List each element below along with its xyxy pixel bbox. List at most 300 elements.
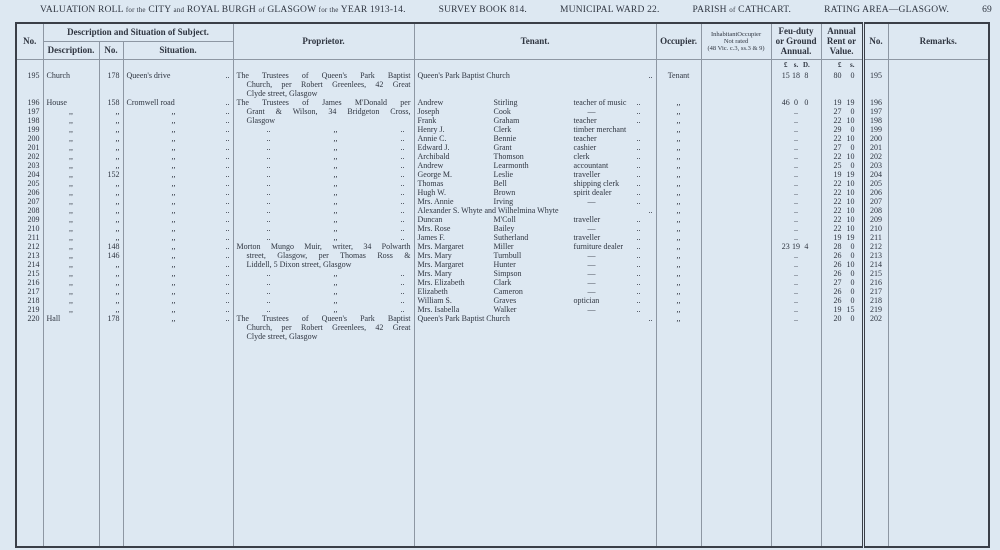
remarks [888,125,989,134]
table-row [16,134,989,143]
description: Hall [43,314,99,323]
leader-dots: .. [636,232,641,242]
tenant [414,134,656,143]
occupier [656,89,701,98]
entry-number: 219 [16,305,43,314]
proprietor [233,98,414,107]
entry-number-right [863,80,888,89]
occupier: ,, [656,143,701,152]
leader-dots: .. [225,178,230,188]
tenant-first-name: Elizabeth [417,286,448,296]
tenant [414,215,656,224]
inhabitant-occupier [701,287,771,296]
proprietor-text: .. ,, .. [266,187,405,197]
proprietor-text: .. ,, .. [266,196,405,206]
remarks [888,233,989,242]
proprietor [233,161,414,170]
proprietor [233,89,414,98]
rent-pounds: 25 [833,160,842,170]
description: ,, [43,170,99,179]
rent-values [825,71,859,80]
continuation-row [16,80,989,89]
col-feu-line: Annual. [780,46,812,57]
rent-values [825,305,859,314]
situation [123,80,233,89]
occupier: ,, [656,107,701,116]
situation-text: ,, [171,277,176,287]
street-number: ,, [99,116,123,125]
leader-dots: .. [636,268,641,278]
feu-pounds: 23 [781,241,790,251]
annual-rent [821,215,863,224]
situation-wrap [127,233,230,242]
tenant [414,98,656,107]
feu-duty [771,215,821,224]
rent-shillings: 15 [846,304,855,314]
entry-number-right: 197 [863,107,888,116]
feu-ditto: .. [794,178,799,188]
situation-wrap [127,296,230,305]
entry-number-right: 207 [863,197,888,206]
remarks [888,152,989,161]
rent-pounds: 22 [833,178,842,188]
col-feu-line: Feu-duty [778,26,814,37]
tenant-occupation: — [587,277,596,287]
street-number: ,, [99,269,123,278]
tenant-first-name: Thomas [417,178,444,188]
remarks [888,116,989,125]
street-number: ,, [99,206,123,215]
feu-duty [771,80,821,89]
leader-dots: .. [225,286,230,296]
tenant-occupation: furniture dealer [573,241,624,251]
tenant-wrap [418,296,653,305]
continuation-row [16,323,989,332]
proprietor-text: .. ,, .. [266,205,405,215]
entry-number: 208 [16,206,43,215]
col-inhabitant-line: InhabitantOccupier [710,30,762,38]
blank-cell [99,341,123,548]
street-number: ,, [99,278,123,287]
rent-pounds: 26 [833,286,842,296]
entry-number [16,323,43,332]
proprietor-text: .. ,, .. [266,232,405,242]
rent-values [825,161,859,170]
rent-values [825,134,859,143]
tenant-occupation: spirit dealer [573,187,612,197]
tenant-surname: Brown [493,187,516,197]
leader-dots: .. [225,187,230,197]
tenant-first-name: Mrs. Mary [417,250,452,260]
entry-number-right: 204 [863,170,888,179]
proprietor-text: .. ,, .. [266,214,405,224]
tenant-first-name: William S. [417,295,452,305]
situation-text: ,, [171,178,176,188]
leader-dots: .. [225,160,230,170]
table-row [16,125,989,134]
situation [123,287,233,296]
rent-values [825,296,859,305]
leader-dots: .. [636,97,641,107]
entry-number: 203 [16,161,43,170]
entry-number-right: 198 [863,116,888,125]
occupier: ,, [656,314,701,323]
title-part: GLASGOW [267,5,317,15]
leader-dots: .. [636,142,641,152]
leader-dots: .. [225,313,230,323]
situation-text: ,, [171,232,176,242]
col-tenant: Tenant. [414,23,656,59]
feu-duty [771,107,821,116]
leader-dots: .. [225,304,230,314]
leader-dots: .. [225,259,230,269]
col-no: No. [16,23,43,59]
occupier [656,323,701,332]
situation [123,206,233,215]
tenant [414,323,656,332]
feu-ditto: .. [794,187,799,197]
inhabitant-occupier [701,107,771,116]
situation-text: ,, [171,169,176,179]
situation-wrap [127,71,230,80]
remarks [888,278,989,287]
tenant [414,251,656,260]
leader-dots: .. [636,295,641,305]
remarks [888,332,989,341]
proprietor-text: Clyde street, Glasgow [246,88,318,98]
situation [123,269,233,278]
description: ,, [43,143,99,152]
inhabitant-occupier [701,332,771,341]
tenant [414,80,656,89]
proprietor [233,170,414,179]
inhabitant-occupier [701,125,771,134]
proprietor-text: The Trustees of Queen's Park Baptist [236,313,411,323]
proprietor [233,305,414,314]
rent-pounds: 22 [833,223,842,233]
situation-wrap [127,143,230,152]
feu-duty [771,296,821,305]
rent-pounds: 22 [833,187,842,197]
blank-cell [233,341,414,548]
proprietor-text: .. ,, .. [266,169,405,179]
situation-wrap [127,188,230,197]
leader-dots: .. [636,169,641,179]
rent-pounds: 27 [833,277,842,287]
tenant-occupation: shipping clerk [573,178,620,188]
entry-number: 214 [16,260,43,269]
situation-wrap [127,314,230,323]
feu-duty [771,305,821,314]
entry-number-right: 196 [863,98,888,107]
description: ,, [43,116,99,125]
tenant-surname: Bennie [493,133,517,143]
annual-rent [821,143,863,152]
tenant [414,224,656,233]
street-number: ,, [99,296,123,305]
table-body [16,59,989,547]
rent-shillings: 0 [850,295,855,305]
tenant [414,269,656,278]
entry-number-right: 202 [863,314,888,323]
feu-duty [771,323,821,332]
blank-cell [123,341,233,548]
proprietor [233,152,414,161]
situation-wrap [127,98,230,107]
roll-title [40,5,406,17]
annual-rent [821,107,863,116]
proprietor-text: .. ,, .. [266,133,405,143]
leader-dots: .. [636,196,641,206]
col-inhabitant [701,23,771,59]
situation-text: ,, [171,286,176,296]
situation-wrap [127,170,230,179]
entry-number: 197 [16,107,43,116]
feu-ditto: .. [794,250,799,260]
tenant-occupation: teacher of music [573,97,627,107]
tenant-wrap [418,197,653,206]
units-row [16,59,989,71]
leader-dots: .. [636,160,641,170]
tenant-surname: Clerk [493,124,512,134]
occupier: ,, [656,188,701,197]
rent-values [825,206,859,215]
feu-ditto: .. [794,268,799,278]
feu-ditto: .. [794,124,799,134]
feu-shillings: 0 [794,97,799,107]
tenant-surname: Walker [493,304,517,314]
street-number: 146 [99,251,123,260]
table-row [16,170,989,179]
blank-cell [43,341,99,548]
feu-duty [771,161,821,170]
annual-rent [821,98,863,107]
tenant-occupation: — [587,106,596,116]
tenant-wrap [418,215,653,224]
entry-number: 210 [16,224,43,233]
situation-wrap [127,116,230,125]
tenant-surname: Grant [493,142,512,152]
annual-rent [821,161,863,170]
feu-ditto: .. [794,313,799,323]
street-number: 178 [99,71,123,80]
entry-number-right: 206 [863,188,888,197]
situation-wrap [127,179,230,188]
description: Church [43,71,99,80]
street-number: ,, [99,260,123,269]
proprietor [233,269,414,278]
tenant [414,71,656,80]
entry-number: 201 [16,143,43,152]
situation [123,161,233,170]
tenant-first-name: Mrs. Rose [417,223,451,233]
rent-pounds: 22 [833,205,842,215]
tenant-wrap [418,314,653,323]
blank-cell [771,341,821,548]
rent-values [825,152,859,161]
proprietor-text: Church, per Robert Greenlees, 42 Great [246,79,411,89]
proprietor [233,80,414,89]
feu-duty [771,71,821,80]
entry-number: 215 [16,269,43,278]
rent-shillings: 10 [846,133,855,143]
occupier: Tenant [656,71,701,80]
proprietor-text: Morton Mungo Muir, writer, 34 Polwarth [236,241,411,251]
remarks [888,143,989,152]
inhabitant-occupier [701,89,771,98]
inhabitant-occupier [701,278,771,287]
tenant-first-name: Frank [417,115,437,125]
situation-wrap [127,206,230,215]
tenant [414,125,656,134]
entry-number-right: 214 [863,260,888,269]
tenant [414,179,656,188]
survey-book: SURVEY BOOK 814. [438,5,528,15]
rent-pounds: 29 [833,124,842,134]
rent-shillings: 10 [846,187,855,197]
situation-text: ,, [171,205,176,215]
blank-cell [701,341,771,548]
tenant-full: Alexander S. Whyte and Wilhelmina Whyte [417,205,559,215]
proprietor-text: .. ,, .. [266,142,405,152]
tenant-wrap [418,134,653,143]
proprietor [233,224,414,233]
valuation-table [15,22,990,548]
tenant-occupation: teacher [573,115,597,125]
annual-rent [821,197,863,206]
leader-dots: .. [225,142,230,152]
proprietor [233,251,414,260]
tenant-wrap [418,188,653,197]
proprietor-text: Clyde street, Glasgow [246,331,318,341]
tenant-wrap [418,98,653,107]
remarks [888,71,989,80]
leader-dots: .. [636,133,641,143]
feu-duty [771,134,821,143]
inhabitant-occupier [701,233,771,242]
entry-number: 211 [16,233,43,242]
tenant-surname: Sutherland [493,232,529,242]
tenant-wrap [418,206,653,215]
remarks [888,98,989,107]
proprietor [233,179,414,188]
street-number: ,, [99,143,123,152]
leader-dots: .. [636,223,641,233]
description: ,, [43,242,99,251]
proprietor [233,260,414,269]
rent-values [825,188,859,197]
unit-pounds: £ [783,60,788,69]
tenant-wrap [418,125,653,134]
situation-text: Cromwell road [126,97,175,107]
description: ,, [43,107,99,116]
leader-dots: .. [225,133,230,143]
rent-shillings: 10 [846,223,855,233]
annual-rent [821,179,863,188]
rent-shillings: 0 [850,313,855,323]
col-rent-line: Annual [827,26,856,37]
entry-number-right: 212 [863,242,888,251]
rent-pounds: 22 [833,151,842,161]
remarks [888,107,989,116]
annual-rent [821,269,863,278]
proprietor-text: The Trustees of Queen's Park Baptist [236,70,411,80]
tenant-first-name: Andrew [417,97,444,107]
inhabitant-occupier [701,152,771,161]
inhabitant-occupier [701,170,771,179]
feu-pounds: 46 [781,97,790,107]
feu-shillings: 19 [792,241,801,251]
entry-number: 198 [16,116,43,125]
feu-ditto: .. [794,196,799,206]
tenant [414,89,656,98]
entry-number: 216 [16,278,43,287]
remarks [888,170,989,179]
leader-dots: .. [648,313,653,323]
feu-values [775,242,818,251]
leader-dots: .. [225,214,230,224]
description: ,, [43,197,99,206]
entry-number: 212 [16,242,43,251]
inhabitant-occupier [701,296,771,305]
situation [123,179,233,188]
description: ,, [43,296,99,305]
proprietor-text: .. ,, .. [266,124,405,134]
tenant-surname: Learmonth [493,160,529,170]
proprietor [233,116,414,125]
annual-rent [821,188,863,197]
occupier: ,, [656,296,701,305]
feu-ditto: .. [794,205,799,215]
tenant [414,143,656,152]
tenant-first-name: Hugh W. [417,187,446,197]
remarks [888,197,989,206]
remarks [888,161,989,170]
leader-dots: .. [225,70,230,80]
col-rent-line: Value. [829,46,854,57]
situation-text: ,, [171,214,176,224]
situation-wrap [127,134,230,143]
proprietor [233,242,414,251]
tenant-first-name: Annie C. [417,133,447,143]
leader-dots: .. [225,268,230,278]
inhabitant-occupier [701,197,771,206]
table-row [16,152,989,161]
tenant-wrap [418,269,653,278]
remarks [888,323,989,332]
feu-pence: 4 [804,241,809,251]
entry-number-right: 209 [863,215,888,224]
entry-number [16,89,43,98]
blank-cell [863,341,888,548]
rent-values [825,260,859,269]
annual-rent [821,71,863,80]
tenant-surname: Simpson [493,268,522,278]
tenant-first-name: Mrs. Isabella [417,304,460,314]
rent-values [825,215,859,224]
rent-shillings: 0 [850,268,855,278]
tenant-wrap [418,260,653,269]
leader-dots: .. [225,106,230,116]
rent-shillings: 10 [846,214,855,224]
proprietor-text: .. ,, .. [266,160,405,170]
inhabitant-occupier [701,179,771,188]
occupier [656,80,701,89]
situation [123,107,233,116]
tenant-first-name: George M. [417,169,453,179]
occupier: ,, [656,161,701,170]
occupier: ,, [656,98,701,107]
